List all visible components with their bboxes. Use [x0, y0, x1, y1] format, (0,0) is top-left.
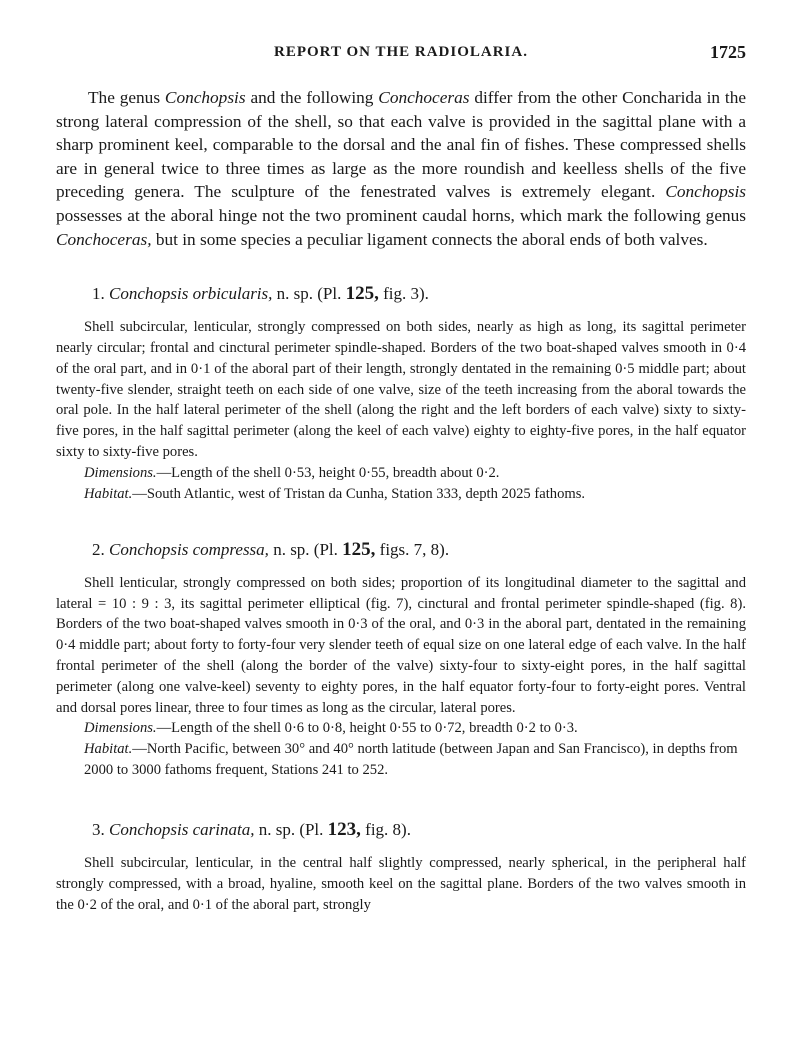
species-heading	[92, 539, 746, 561]
habitat-label: Habitat.	[84, 741, 133, 758]
species-name: Conchopsis orbicularis,	[109, 284, 273, 304]
species-description: Shell subcircular, lenticular, in the central half slightly compressed, nearly spherical, in the peripheral half strongly compressed, with a broad, hyaline, smooth keel on the sagittal plane. Borders of the two valves smooth in the 0·2 of the oral, and 0·1 of the aboral part, strongly	[56, 855, 746, 913]
intro-text: The genus	[88, 88, 165, 107]
dimensions-label: Dimensions.	[84, 720, 157, 737]
species-name: Conchopsis carinata,	[109, 820, 255, 840]
habitat-text: —North Pacific, between 30° and 40° north latitude (between Japan and San Francisco), in depths from 2000 to 3000 fathoms frequent, Stations 241 to 252.	[84, 741, 738, 779]
species-description: Shell lenticular, strongly compressed on both sides; proportion of its longitudinal diameter to the sagittal and lateral = 10 : 9 : 3, its sagittal perimeter elliptical (fig. 7), cinctural and frontal perimeter spindle-shaped (fig. 8). Borders of the two boat-shaped valves smooth in 0·3 of the oral, and 0·3 in the aboral part, dentated in the remaining 0·4 middle part; about forty to forty-four very slender teeth of equal size on one lateral edge of each valve. In the half frontal perimeter of the shell (along the border of the valve) sixty-four to sixty-eight pores, in the half sagittal perimeter (along one valve-keel) seventy to eighty pores, in the half equator forty-four to forty-eight pores. Ventral and dorsal pores linear, three to four times as long as the circular, lateral pores.	[56, 574, 746, 716]
species-entry-compressa	[56, 539, 746, 782]
habitat-line	[84, 739, 746, 781]
dimensions-line	[84, 718, 746, 739]
habitat-line	[84, 484, 746, 505]
page-number: 1725	[710, 42, 746, 62]
dimensions-text: —Length of the shell 0·53, height 0·55, breadth about 0·2.	[156, 464, 500, 481]
intro-paragraph	[56, 86, 746, 251]
genus-name: Conchopsis	[164, 88, 246, 107]
running-head	[56, 44, 746, 70]
genus-name: Conchopsis	[665, 182, 746, 202]
intro-text: but in some species a peculiar ligament connects the aboral ends of both valves.	[151, 229, 708, 249]
species-number: 1.	[92, 284, 105, 304]
plate-number: 125,	[342, 538, 376, 560]
figure-ref: fig. 8).	[360, 820, 411, 840]
species-heading	[92, 283, 746, 305]
page	[56, 44, 746, 916]
genus-name: Conchoceras	[378, 88, 470, 107]
species-entry-orbicularis	[56, 283, 746, 505]
intro-text: differ from the other Concharida in the strong lateral compression of the shell, so that each valve is provided in the sagittal plane with a sharp prominent keel, comparable to the dorsal and the anal fin of fishes. These compressed shells are in general twice to three times as large as the more roundish and keelless shells of the five preceding genera. The sculpture of the fenestrated valves is extremely elegant.	[56, 88, 747, 202]
dimensions-label: Dimensions.	[84, 464, 157, 481]
species-status: n. sp. (Pl.	[254, 820, 328, 840]
habitat-label: Habitat.	[84, 485, 133, 502]
figure-ref: figs. 7, 8).	[375, 539, 450, 559]
plate-number: 123,	[327, 819, 361, 841]
genus-name: Conchoceras,	[56, 229, 152, 249]
species-status: n. sp. (Pl.	[272, 284, 346, 304]
species-number: 2.	[92, 539, 105, 559]
species-description: Shell subcircular, lenticular, strongly compressed on both sides, nearly as high as long, its sagittal perimeter nearly circular; frontal and cinctural perimeter spindle-shaped. Borders of the two boat-shaped valves smooth in 0·4 of the oral part, and in 0·1 of the aboral part of their length, strongly dentated in the remaining 0·5 middle part; about twenty-five slender, straight teeth on each side of one valve, size of the teeth increasing from the aboral towards the oral pole. In the half lateral perimeter of the shell (along the right and the left borders of each valve) sixty to sixty-five pores, in the half sagittal perimeter (along the keel of each valve) eighty to eighty-five pores, in the half equator sixty to sixty-five pores.	[56, 319, 746, 460]
species-heading	[92, 819, 746, 841]
species-entry-carinata	[56, 819, 746, 915]
dimensions-text: —Length of the shell 0·6 to 0·8, height 0·55 to 0·72, breadth 0·2 to 0·3.	[156, 720, 578, 737]
plate-number: 125,	[345, 283, 379, 305]
intro-text: and the following	[245, 88, 379, 107]
running-title: REPORT ON THE RADIOLARIA.	[274, 44, 528, 60]
species-name: Conchopsis compressa,	[109, 539, 269, 559]
dimensions-line	[84, 463, 746, 484]
intro-text: possesses at the aboral hinge not the two prominent caudal horns, which mark the following genus	[56, 205, 746, 225]
species-number: 3.	[92, 820, 105, 840]
species-status: n. sp. (Pl.	[268, 539, 343, 559]
habitat-text: —South Atlantic, west of Tristan da Cunha, Station 333, depth 2025 fathoms.	[132, 485, 586, 502]
figure-ref: fig. 3).	[378, 284, 429, 304]
